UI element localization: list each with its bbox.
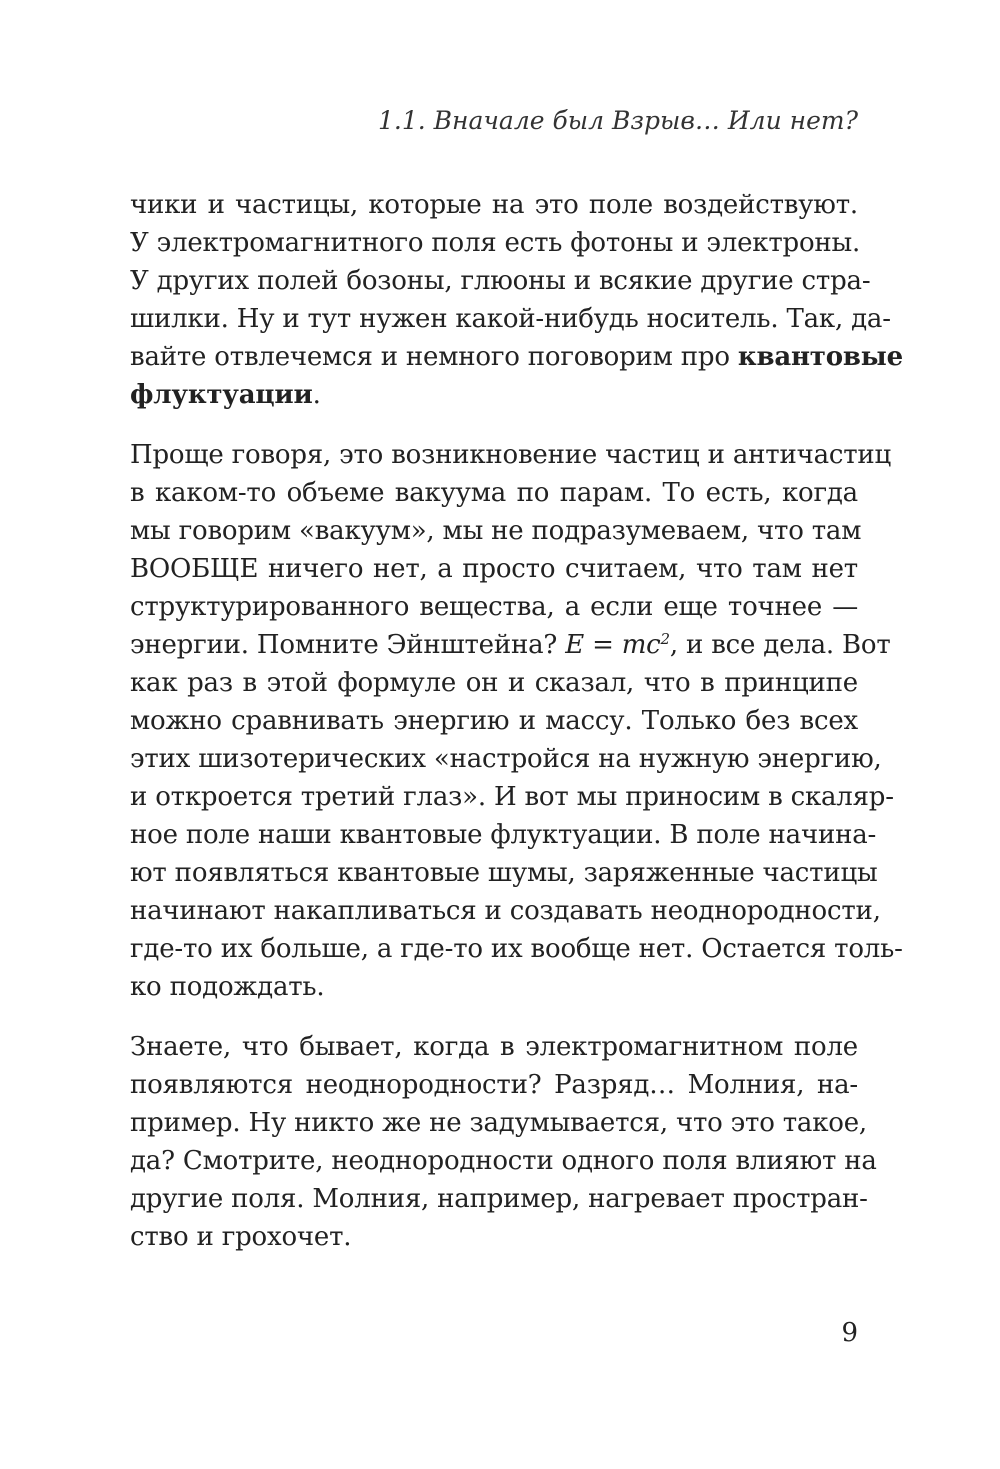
text-line: мы говорим «вакуум», мы не подразумеваем, что там — [130, 516, 862, 546]
text-line: ВООБЩЕ ничего нет, а просто считаем, что там нет — [130, 554, 858, 584]
text-line: и откроется третий глаз». И вот мы приносим в скаляр- — [130, 782, 894, 812]
text-line: ное поле наши квантовые флуктуации. В поле начина- — [130, 820, 877, 850]
text-line — [130, 626, 891, 664]
text-line: этих шизотерических «настройся на нужную энергию, — [130, 744, 882, 774]
text-line: шилки. Ну и тут нужен какой-нибудь носитель. Так, да- — [130, 304, 891, 334]
text-line: другие поля. Молния, например, нагревает простран- — [130, 1184, 868, 1214]
running-head: 1.1. Вначале был Взрыв… Или нет? — [377, 106, 858, 135]
text-line: У других полей бозоны, глюоны и всякие другие стра- — [130, 266, 871, 296]
text-line: пример. Ну никто же не задумывается, что это такое, — [130, 1108, 867, 1138]
text-line: ство и грохочет. — [130, 1222, 352, 1252]
text-fragment: вайте отвлечемся и немного поговорим про — [130, 342, 730, 372]
text-line: можно сравнивать энергию и массу. Только без всех — [130, 706, 858, 736]
paragraph-1 — [130, 186, 903, 414]
text-line: как раз в этой формуле он и сказал, что в принципе — [130, 668, 858, 698]
text-line: в каком-то объеме вакуума по парам. То есть, когда — [130, 478, 858, 508]
formula — [565, 630, 670, 660]
page-number: 9 — [841, 1318, 858, 1348]
text-fragment: энергии. Помните Эйнштейна? — [130, 630, 566, 660]
text-line: ко подождать. — [130, 972, 325, 1002]
paragraph-2 — [130, 436, 903, 1006]
text-line: да? Смотрите, неоднородности одного поля влияют на — [130, 1146, 877, 1176]
text-line: ют появляться квантовые шумы, заряженные частицы — [130, 858, 878, 888]
text-line: Проще говоря, это возникновение частиц и античастиц — [130, 440, 892, 470]
formula-main: E = mc — [565, 630, 661, 660]
punctuation: . — [312, 380, 321, 410]
text-fragment: , и все дела. Вот — [669, 630, 891, 660]
body-text — [130, 186, 903, 1256]
text-line: где-то их больше, а где-то их вообще нет. Остается толь- — [130, 934, 903, 964]
text-line: чики и частицы, которые на это поле воздействуют. — [130, 190, 858, 220]
text-line: появляются неоднородности? Разряд… Молния, на- — [130, 1070, 858, 1100]
text-line: У электромагнитного поля есть фотоны и электроны. — [130, 228, 861, 258]
text-line: начинают накапливаться и создавать неоднородности, — [130, 896, 881, 926]
bold-term: квантовые — [737, 342, 903, 372]
text-line: Знаете, что бывает, когда в электромагнитном поле — [130, 1032, 858, 1062]
paragraph-3 — [130, 1028, 877, 1256]
bold-term: флуктуации — [130, 380, 313, 410]
text-line: структурированного вещества, а если еще точнее — — [130, 592, 858, 622]
text-line — [130, 338, 903, 376]
formula-exponent: 2 — [660, 630, 670, 648]
text-line — [130, 376, 858, 414]
